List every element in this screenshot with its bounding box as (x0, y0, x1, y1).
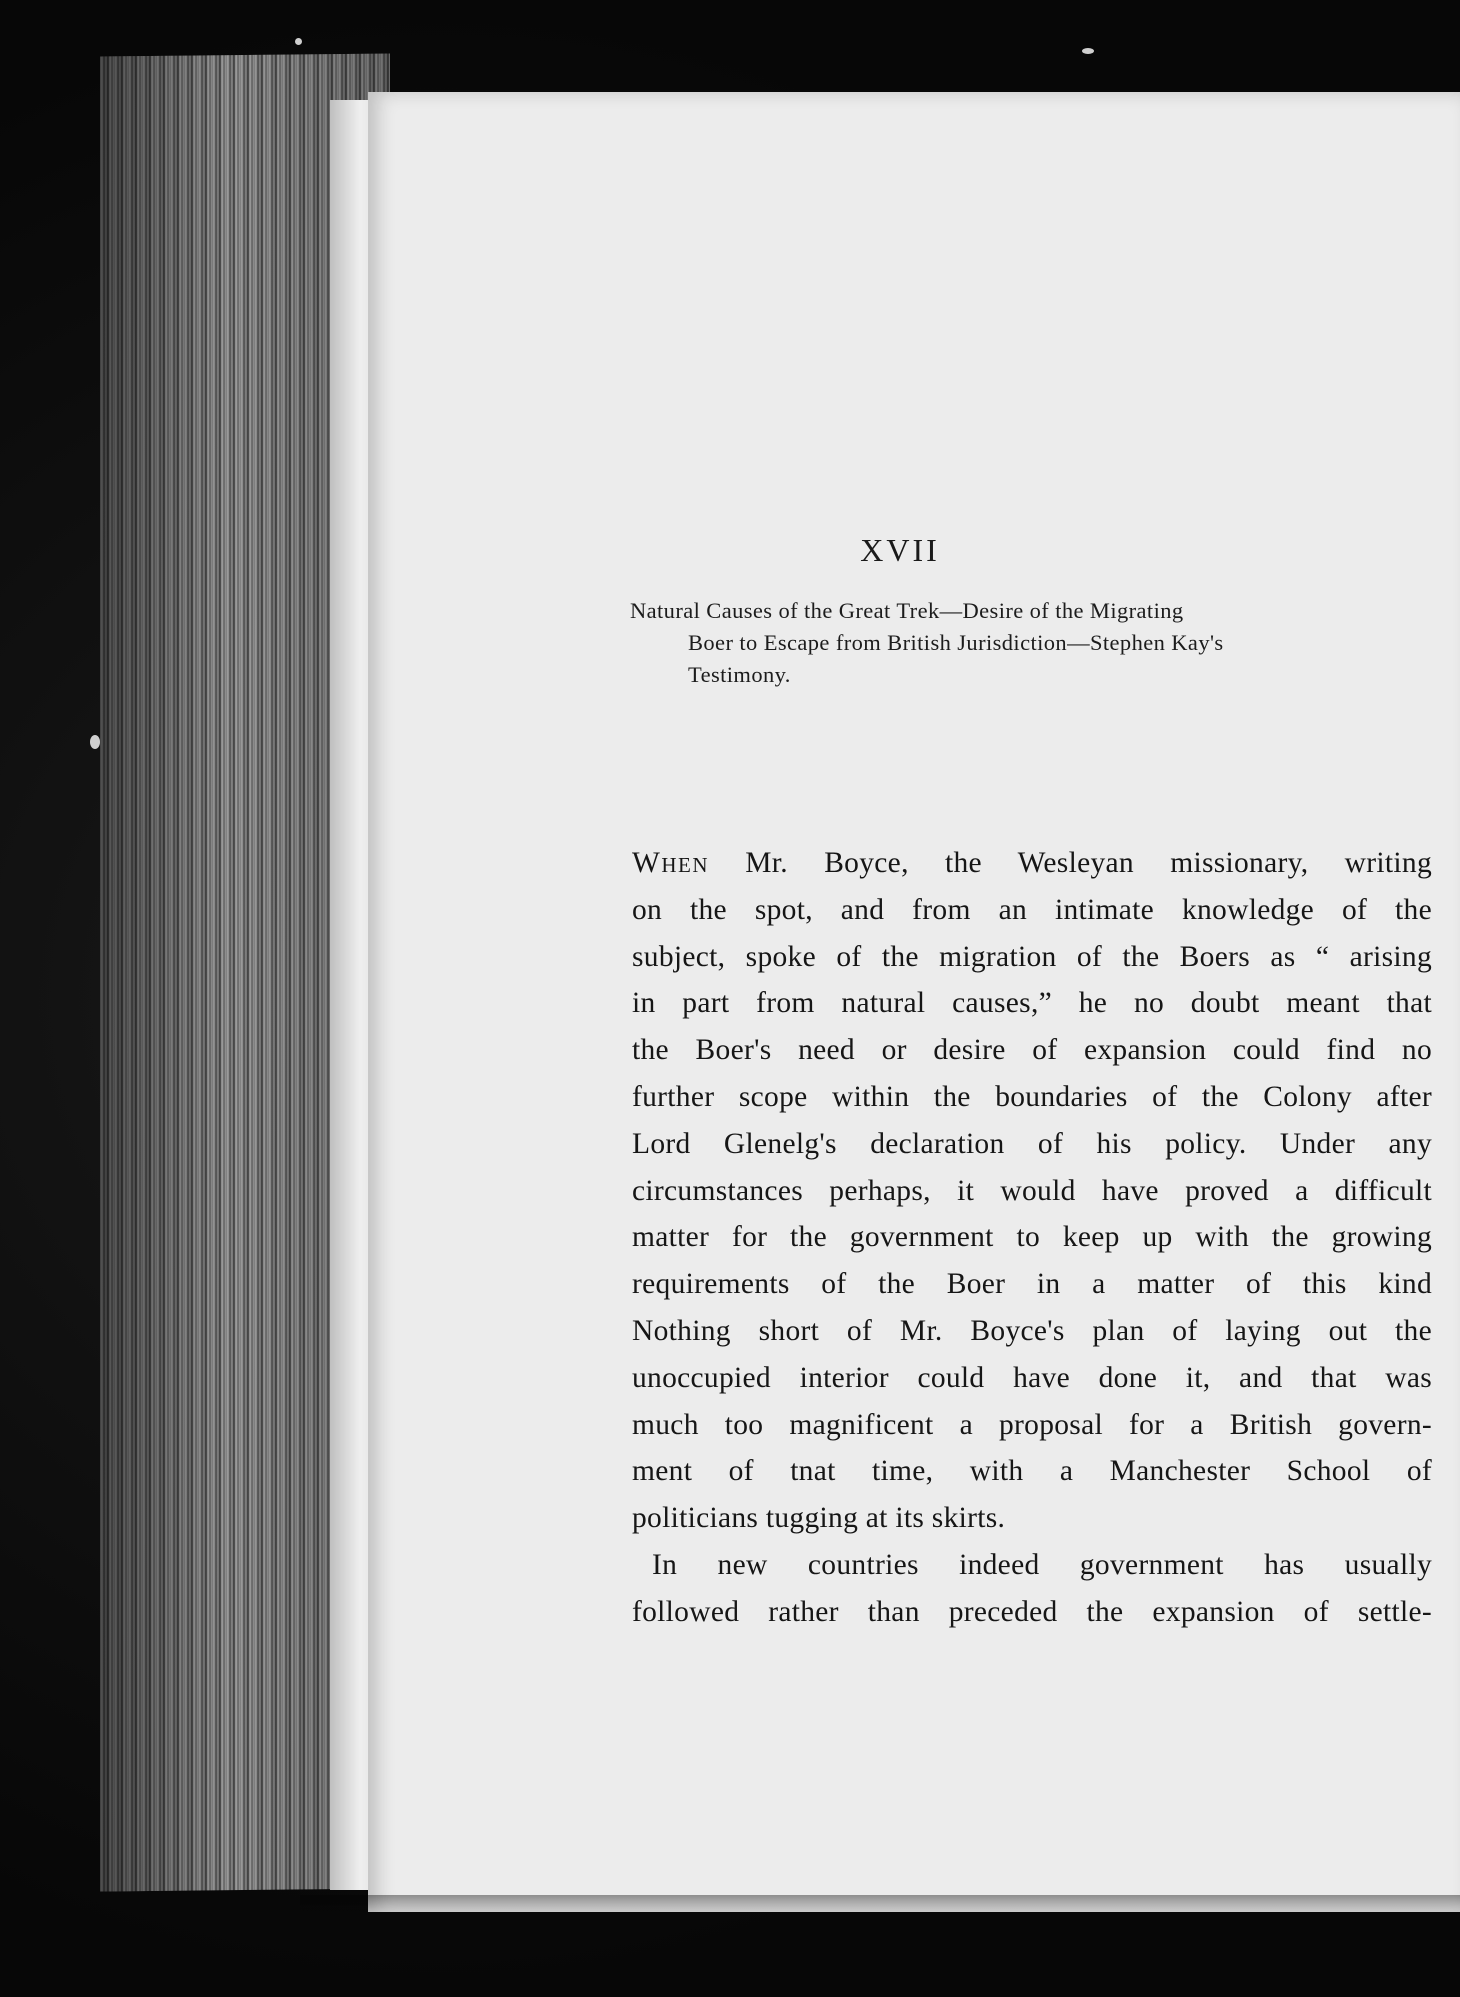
dust-speck (1082, 48, 1094, 54)
synopsis-line: Natural Causes of the Great Trek—Desire of the Migrating (630, 598, 1184, 623)
synopsis-line: Boer to Escape from British Jurisdiction—Stephen Kay's (688, 630, 1224, 655)
body-line: the Boer's need or desire of expansion could find no (632, 1034, 1432, 1067)
body-line: circumstances perhaps, it would have proved a difficult (632, 1174, 1432, 1207)
body-line: on the spot, and from an intimate knowledge of the (632, 893, 1432, 926)
body-text (632, 840, 1432, 1636)
chapter-number: XVII (860, 532, 940, 568)
body-line: When Mr. Boyce, the Wesleyan missionary, writing (632, 847, 1432, 879)
chapter-synopsis (630, 595, 1430, 691)
body-line: subject, spoke of the migration of the Boers as “ arising (632, 940, 1432, 973)
body-line: in part from natural causes,” he no doubt meant that (632, 987, 1432, 1020)
body-line: followed rather than preceded the expansion of settle- (632, 1595, 1432, 1628)
opening-word: When (632, 847, 710, 879)
body-line: requirements of the Boer in a matter of this kind (632, 1268, 1432, 1301)
body-line: In new countries indeed government has usually (652, 1548, 1432, 1581)
body-line: Nothing short of Mr. Boyce's plan of laying out the (632, 1314, 1432, 1347)
body-line: Lord Glenelg's declaration of his policy. Under any (632, 1127, 1432, 1160)
page-bottom-shadow (300, 1895, 1460, 1915)
body-line: matter for the government to keep up with the growing (632, 1221, 1432, 1254)
dust-speck (90, 735, 100, 749)
body-line: politicians tugging at its skirts. (632, 1502, 1006, 1535)
body-line: much too magnificent a proposal for a British govern- (632, 1408, 1432, 1441)
body-line: unoccupied interior could have done it, and that was (632, 1361, 1432, 1394)
synopsis-line: Testimony. (688, 662, 791, 687)
body-line: ment of tnat time, with a Manchester School of (632, 1455, 1432, 1488)
body-line: further scope within the boundaries of the Colony after (632, 1080, 1432, 1113)
dust-speck (295, 38, 302, 45)
